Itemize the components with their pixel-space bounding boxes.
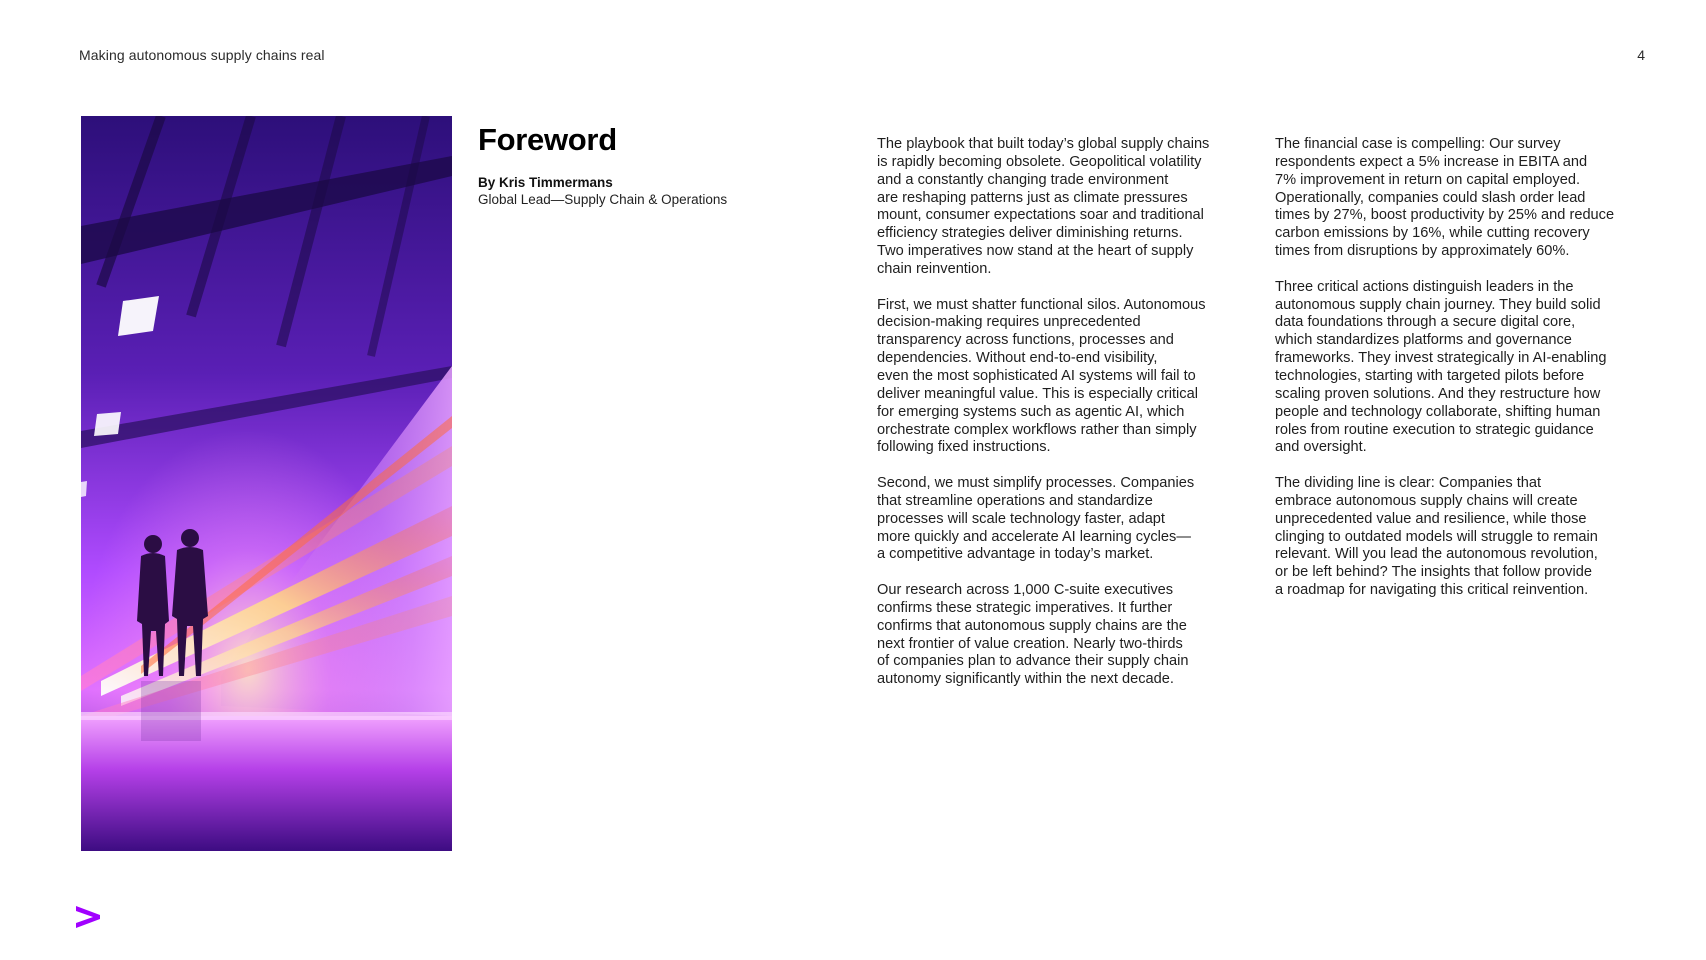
greater-than-logo-icon (74, 904, 102, 930)
paragraph: Our research across 1,000 C-suite executives confirms these strategic imperatives. It further confirms that autonomous supply chains are the next frontier of value creation. Nearly two-thirds of companies plan to advance their supply chain autonomy significantly within the next decade. (877, 582, 1189, 688)
hero-image (81, 116, 452, 851)
paragraph: The dividing line is clear: Companies that embrace autonomous supply chains will create unprecedented value and resilience, while those clinging to outdated models will struggle to remain relevant. Will you lead the autonomous revolution, or be left behind? The insights that follow provide a roadmap for navigating this critical reinvention. (1275, 475, 1598, 599)
body-column-right (1275, 136, 1647, 618)
author-role: Global Lead—Supply Chain & Operations (478, 192, 728, 207)
paragraph: Second, we must simplify processes. Companies that streamline operations and standardize processes will scale technology faster, adapt more quickly and accelerate AI learning cycles— a competitive advantage in today’s market. (877, 475, 1195, 563)
body-column-left (877, 136, 1249, 707)
running-title: Making autonomous supply chains real (79, 47, 325, 63)
paragraph: First, we must shatter functional silos. Autonomous decision-making requires unprecedented transparency across functions, processes and dependencies. Without end-to-end visibility, even the most sophisticated AI systems will fail to deliver meaningful value. This is especially critical for emerging systems such as agentic AI, which orchestrate complex workflows rather than simply following fixed instructions. (877, 296, 1206, 456)
author-byline: By Kris Timmermans (478, 175, 613, 190)
paragraph: The financial case is compelling: Our survey respondents expect a 5% increase in EBITA and 7% improvement in return on capital employed. Operationally, companies could slash order lead times by 27%, boost productivity by 25% and reduce carbon emissions by 16%, while cutting recovery times from disruptions by approximately 60%. (1275, 136, 1615, 260)
page-number: 4 (1637, 47, 1645, 63)
hero-photo-icon (81, 116, 452, 851)
page-title: Foreword (478, 122, 617, 157)
paragraph: The playbook that built today’s global supply chains is rapidly becoming obsolete. Geopolitical volatility and a constantly changing trade environment are reshaping patterns just as climate pressures mount, consumer expectations soar and traditional efficiency strategies deliver diminishing returns. Two imperatives now stand at the heart of supply chain reinvention. (877, 136, 1210, 277)
paragraph: Three critical actions distinguish leaders in the autonomous supply chain journey. They build solid data foundations through a secure digital core, which standardizes platforms and governance frameworks. They invest strategically in AI-enabling technologies, starting with targeted pilots before scaling proven solutions. And they restructure how people and technology collaborate, shifting human roles from routine execution to strategic guidance and oversight. (1275, 278, 1607, 456)
